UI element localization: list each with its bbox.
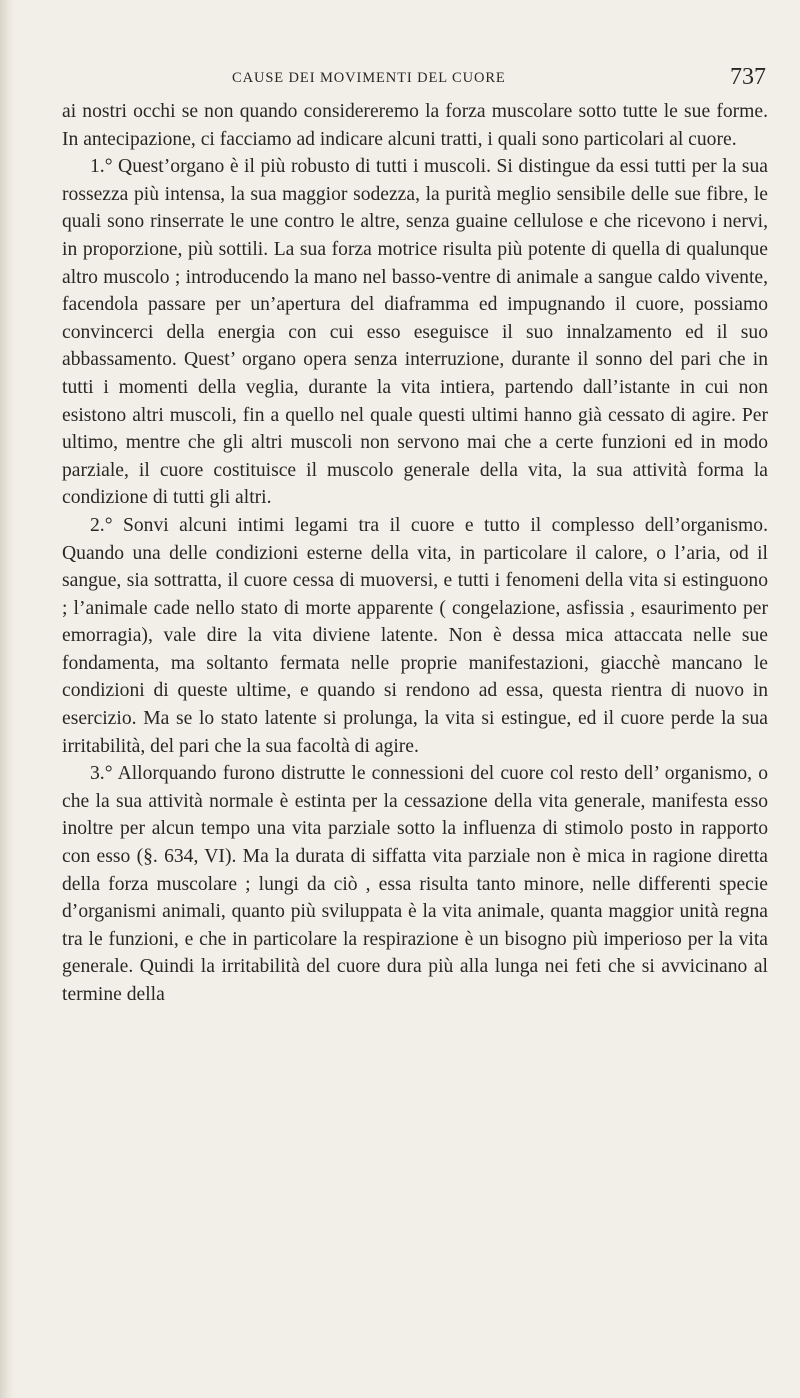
- paragraph-point-1: 1.° Quest’organo è il più robusto di tutti i muscoli. Si distingue da essi tutti per la sua rossezza più intensa, la sua maggior sodezza, la purità meglio sensibile delle sue fibre, le quali sono rinserrate le une contro le altre, senza guaine cellulose e che ricevono i nervi, in proporzione, più sottili. La sua forza motrice risulta più potente di quella di qualunque altro muscolo ; introducendo la mano nel basso-ventre di animale a sangue caldo vivente, facendola passare per un’apertura del diaframma ed impugnando il cuore, possiamo convincerci della energia con cui esso eseguisce il suo innalzamento ed il suo abbassamento. Quest’ organo opera senza interruzione, durante il sonno del pari che in tutti i momenti della veglia, durante la vita intiera, partendo dall’istante in cui non esistono altri muscoli, fin a quello nel quale questi ultimi hanno già cessato di agire. Per ultimo, mentre che gli altri muscoli non servono mai che a certe funzioni ed in modo parziale, il cuore costituisce il muscolo generale della vita, la sua attività forma la condizione di tutti gli altri.: [62, 156, 768, 509]
- binding-shadow: [0, 0, 14, 1398]
- page-number: 737: [730, 64, 766, 90]
- page-header: [62, 64, 768, 94]
- body-text: [62, 98, 768, 1009]
- running-title: CAUSE DEI MOVIMENTI DEL CUORE: [232, 70, 506, 86]
- paragraph-point-2: 2.° Sonvi alcuni intimi legami tra il cuore e tutto il complesso dell’organismo. Quando una delle condizioni esterne della vita, in particolare il calore, o l’aria, od il sangue, sia sottratta, il cuore cessa di muoversi, e tutti i fenomeni della vita si estinguono ; l’animale cade nello stato di morte apparente ( congelazione, asfissia , esaurimento per emorragia), vale dire la vita diviene latente. Non è dessa mica attaccata nelle sue fondamenta, ma soltanto fermata nelle proprie manifestazioni, giacchè mancano le condizioni di queste ultime, e quando si rendono ad essa, questa rientra di nuovo in esercizio. Ma se lo stato latente si prolunga, la vita si estingue, ed il cuore perde la sua irritabilità, del pari che la sua facoltà di agire.: [62, 514, 768, 757]
- paragraph-point-3: 3.° Allorquando furono distrutte le connessioni del cuore col resto dell’ organismo, o che la sua attività normale è estinta per la cessazione della vita generale, manifesta esso inoltre per alcun tempo una vita parziale sotto la influenza di stimolo posto in rapporto con esso (§. 634, VI). Ma la durata di siffatta vita parziale non è mica in ragione diretta della forza muscolare ; lungi da ciò , essa risulta tanto minore, nelle differenti specie d’organismi animali, quanto più sviluppata è la vita animale, quanta maggior unità regna tra le funzioni, e che in particolare la respirazione è un bisogno più imperioso per la vita generale. Quindi la irritabilità del cuore dura più alla lunga nei feti che si avvicinano al termine della: [62, 763, 768, 1005]
- paragraph-continuation: ai nostri occhi se non quando considereremo la forza muscolare sotto tutte le sue forme. In antecipazione, ci facciamo ad indicare alcuni tratti, i quali sono particolari al cuore.: [62, 101, 768, 150]
